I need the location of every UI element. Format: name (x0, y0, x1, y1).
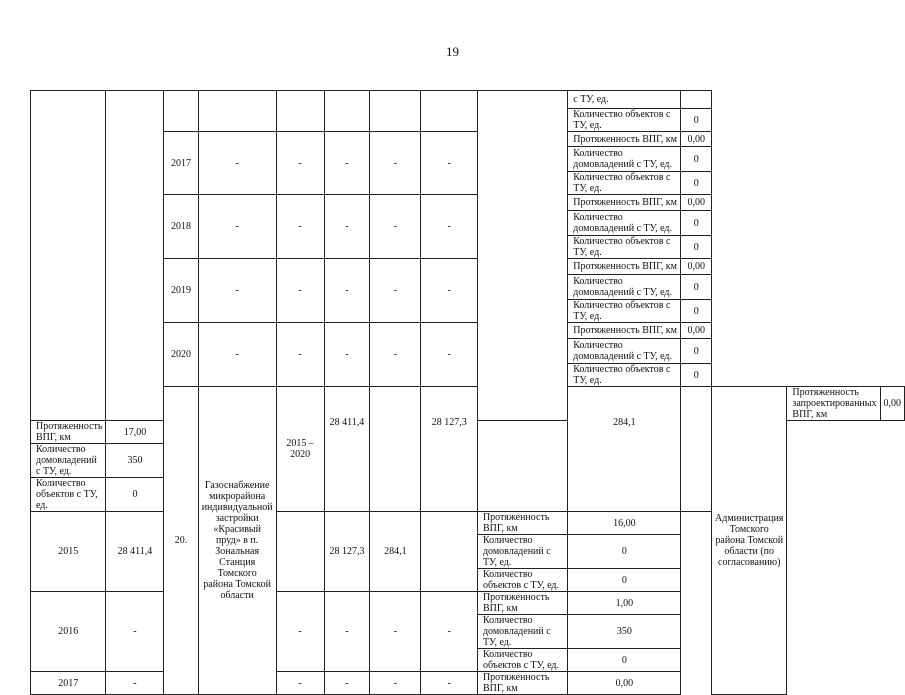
indicator-label: Протяженность ВПГ, км (477, 672, 567, 695)
indicator-value: 1,00 (568, 592, 681, 615)
indicator-label: Протяженность ВПГ, км (31, 421, 106, 444)
indicator-label: Количество объектов с ТУ, ед. (477, 649, 567, 672)
total-cell: - (106, 672, 164, 695)
other-cell: - (421, 323, 477, 387)
indicator-label: Количество домовладений с ТУ, ед. (31, 444, 106, 478)
table-row (31, 91, 905, 109)
total-cell: - (198, 132, 276, 195)
program-table (30, 90, 905, 695)
indicator-label: Количество домовладений с ТУ, ед. (568, 147, 681, 172)
other-cell: - (421, 592, 477, 672)
indicator-value: 0,00 (681, 323, 712, 339)
indicator-label: Протяженность ВПГ, км (477, 512, 567, 535)
local-cell: - (370, 195, 421, 259)
indicator-value: 0 (681, 275, 712, 300)
indicator-label: Количество объектов с ТУ, ед. (477, 569, 567, 592)
local-cell: - (370, 132, 421, 195)
federal-cell: - (276, 195, 324, 259)
year-cell: 2018 (164, 195, 198, 259)
executor-cell (477, 91, 567, 421)
indicator-label: Количество объектов с ТУ, ед. (31, 478, 106, 512)
year-cell (164, 91, 198, 132)
regional-cell: - (324, 592, 370, 672)
total-cell: - (106, 592, 164, 672)
indicator-label: Количество домовладений с ТУ, ед. (477, 535, 567, 569)
indicator-label: Протяженность ВПГ, км (568, 195, 681, 211)
local-cell: - (370, 672, 421, 695)
federal-cell: - (276, 259, 324, 323)
federal-cell: - (276, 592, 324, 672)
indicator-label: Количество объектов с ТУ, ед. (568, 364, 681, 387)
indicator-label: Количество объектов с ТУ, ед. (568, 300, 681, 323)
indicator-value: 0 (681, 109, 712, 132)
indicator-label: Количество домовладений с ТУ, ед. (568, 339, 681, 364)
year-cell: 2019 (164, 259, 198, 323)
total-cell: - (198, 195, 276, 259)
item-name-cell (106, 91, 164, 421)
indicator-label: с ТУ, ед. (568, 91, 681, 109)
executor-cell: Администрация Томского района Томской области (по согласованию) (712, 387, 787, 695)
federal-cell: - (276, 672, 324, 695)
indicator-value: 0 (568, 569, 681, 592)
indicator-value: 0,00 (568, 672, 681, 695)
indicator-value: 0 (681, 172, 712, 195)
indicator-value: 350 (106, 444, 164, 478)
total-cell: - (198, 323, 276, 387)
local-cell: - (370, 592, 421, 672)
indicator-value: 16,00 (568, 512, 681, 535)
indicator-label: Количество домовладений с ТУ, ед. (568, 275, 681, 300)
total-cell: 28 411,4 (324, 387, 370, 512)
indicator-value: 17,00 (106, 421, 164, 444)
regional-cell: - (324, 195, 370, 259)
indicator-value: 0,00 (681, 195, 712, 211)
indicator-label: Количество объектов с ТУ, ед. (568, 172, 681, 195)
indicator-value: 0 (681, 339, 712, 364)
local-cell: - (370, 259, 421, 323)
indicator-value: 0 (681, 364, 712, 387)
regional-cell: - (324, 323, 370, 387)
local-cell: 284,1 (370, 512, 421, 592)
other-cell (421, 512, 477, 592)
indicator-label: Количество объектов с ТУ, ед. (568, 236, 681, 259)
other-cell: - (421, 259, 477, 323)
indicator-label: Количество домовладений с ТУ, ед. (477, 615, 567, 649)
indicator-value: 350 (568, 615, 681, 649)
indicator-label: Протяженность ВПГ, км (568, 132, 681, 147)
total-cell: 28 411,4 (106, 512, 164, 592)
indicator-value: 0,00 (681, 259, 712, 275)
indicator-value: 0 (681, 211, 712, 236)
federal-cell: - (276, 132, 324, 195)
regional-cell: 28 127,3 (324, 512, 370, 592)
year-cell: 2016 (31, 592, 106, 672)
indicator-value: 0 (681, 236, 712, 259)
local-cell: - (370, 323, 421, 387)
year-cell: 2017 (31, 672, 106, 695)
item-number-cell (31, 91, 106, 421)
federal-cell (276, 512, 324, 592)
regional-cell: - (324, 132, 370, 195)
indicator-label: Протяженность запроектированных ВПГ, км (787, 387, 880, 421)
other-cell: - (421, 672, 477, 695)
item-number-cell: 20. (164, 387, 198, 695)
page-number: 19 (446, 44, 459, 59)
indicator-value: 0 (568, 535, 681, 569)
indicator-value (681, 91, 712, 109)
year-cell: 2020 (164, 323, 198, 387)
regional-cell: - (324, 259, 370, 323)
other-cell (681, 387, 712, 512)
indicator-value: 0,00 (681, 132, 712, 147)
indicator-label: Протяженность ВПГ, км (568, 259, 681, 275)
total-cell: - (198, 259, 276, 323)
year-cell: 2015 – 2020 (276, 387, 324, 512)
item-name-cell: Газоснабжение микрорайона индивидуальной застройки «Красивый пруд» в п. Зональная Станция Томского района Томской области (198, 387, 276, 695)
indicator-label: Количество объектов с ТУ, ед. (568, 109, 681, 132)
federal-cell: - (276, 323, 324, 387)
regional-cell: 28 127,3 (421, 387, 477, 512)
indicator-value: 0 (681, 147, 712, 172)
indicator-label: Протяженность ВПГ, км (568, 323, 681, 339)
other-cell: - (421, 132, 477, 195)
indicator-value: 0 (681, 300, 712, 323)
local-cell: 284,1 (568, 387, 681, 512)
other-cell: - (421, 195, 477, 259)
indicator-value: 0 (568, 649, 681, 672)
regional-cell: - (324, 672, 370, 695)
year-cell: 2017 (164, 132, 198, 195)
indicator-value: 0 (106, 478, 164, 512)
year-cell: 2015 (31, 512, 106, 592)
indicator-label: Протяженность ВПГ, км (477, 592, 567, 615)
indicator-value: 0,00 (880, 387, 905, 421)
indicator-label: Количество домовладений с ТУ, ед. (568, 211, 681, 236)
federal-cell (370, 387, 421, 512)
